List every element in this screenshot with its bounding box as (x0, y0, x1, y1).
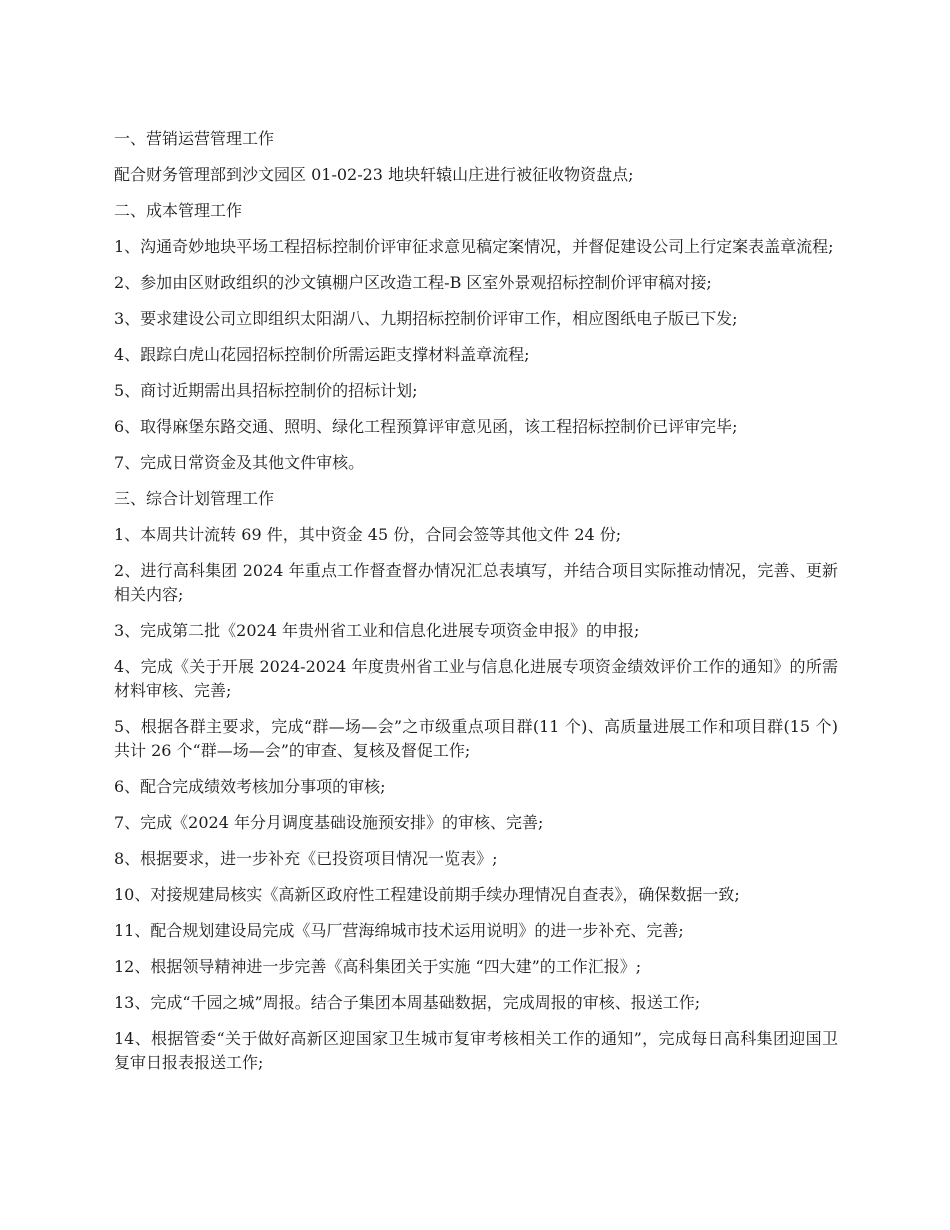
list-item: 6、取得麻堡东路交通、照明、绿化工程预算评审意见函，该工程招标控制价已评审完毕; (114, 417, 738, 436)
list-item: 6、配合完成绩效考核加分事项的审核; (114, 777, 386, 796)
list-item: 1、本周共计流转 69 件，其中资金 45 份，合同会签等其他文件 24 份; (114, 525, 622, 544)
list-item: 3、要求建设公司立即组织太阳湖八、九期招标控制价评审工作，相应图纸电子版已下发; (114, 309, 738, 328)
list-item: 14、根据管委“关于做好高新区迎国家卫生城市复审考核相关工作的通知”，完成每日高科集团迎国卫复审日报表报送工作; (114, 1029, 838, 1072)
list-item: 8、根据要求，进一步补充《已投资项目情况一览表》; (114, 849, 498, 868)
list-item: 5、商讨近期需出具招标控制价的招标计划; (114, 381, 418, 400)
document-body (114, 127, 838, 1087)
list-item: 2、参加由区财政组织的沙文镇棚户区改造工程-B 区室外景观招标控制价评审稿对接; (114, 273, 712, 292)
list-item: 10、对接规建局核实《高新区政府性工程建设前期手续办理情况自查表》，确保数据一致; (114, 885, 740, 904)
section-heading-cost: 二、成本管理工作 (114, 201, 243, 220)
list-item: 3、完成第二批《2024 年贵州省工业和信息化进展专项资金申报》的申报; (114, 621, 640, 640)
list-item: 2、进行高科集团 2024 年重点工作督查督办情况汇总表填写，并结合项目实际推动情况，完善、更新相关内容; (114, 561, 838, 604)
list-item: 1、沟通奇妙地块平场工程招标控制价评审征求意见稿定案情况，并督促建设公司上行定案表盖章流程; (114, 237, 834, 256)
list-item: 4、跟踪白虎山花园招标控制价所需运距支撑材料盖章流程; (114, 345, 530, 364)
list-item: 4、完成《关于开展 2024-2024 年度贵州省工业与信息化进展专项资金绩效评价工作的通知》的所需材料审核、完善; (114, 657, 838, 700)
section-heading-planning: 三、综合计划管理工作 (114, 489, 275, 508)
list-item: 7、完成《2024 年分月调度基础设施预安排》的审核、完善; (114, 813, 544, 832)
list-item: 13、完成“千园之城”周报。结合子集团本周基础数据，完成周报的审核、报送工作; (114, 993, 701, 1012)
list-item: 5、根据各群主要求，完成“群—场—会”之市级重点项目群(11 个)、高质量进展工作和项目群(15 个)共计 26 个“群—场—会”的审查、复核及督促工作; (114, 717, 838, 760)
list-item: 12、根据领导精神进一步完善《高科集团关于实施 “四大建”的工作汇报》; (114, 957, 642, 976)
list-item: 7、完成日常资金及其他文件审核。 (114, 453, 365, 472)
list-item: 11、配合规划建设局完成《马厂营海绵城市技术运用说明》的进一步补充、完善; (114, 921, 684, 940)
paragraph: 配合财务管理部到沙文园区 01-02-23 地块轩辕山庄进行被征收物资盘点; (114, 165, 634, 184)
section-heading-marketing: 一、营销运营管理工作 (114, 129, 275, 148)
